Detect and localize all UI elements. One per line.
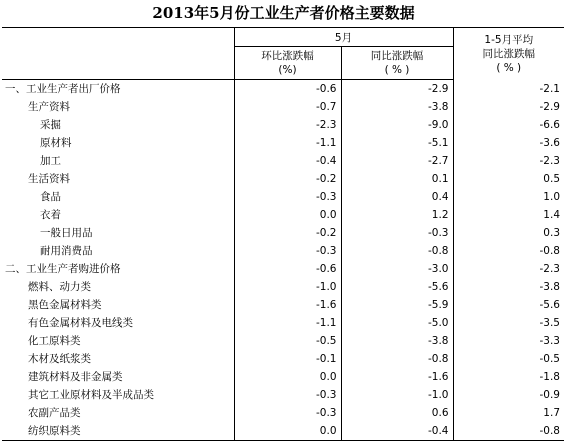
- avg-yoy-value: -5.6: [453, 296, 564, 314]
- yoy-value: -2.9: [341, 80, 453, 99]
- table-row: [2, 404, 564, 422]
- table-row: [2, 224, 564, 242]
- mom-value: -0.2: [234, 224, 341, 242]
- row-label: 燃料、动力类: [28, 281, 91, 293]
- table-row: [2, 314, 564, 332]
- mom-value: -1.1: [234, 314, 341, 332]
- yoy-value: 1.2: [341, 206, 453, 224]
- mom-value: -0.7: [234, 98, 341, 116]
- mom-value: -0.3: [234, 386, 341, 404]
- avg-yoy-value: -2.9: [453, 98, 564, 116]
- row-label: 衣着: [40, 209, 61, 221]
- avg-yoy-value: -3.5: [453, 314, 564, 332]
- row-label: 耐用消费品: [40, 245, 93, 257]
- yoy-value: 0.4: [341, 188, 453, 206]
- avg-yoy-value: -3.8: [453, 278, 564, 296]
- header-mom-label: 环比涨跌幅: [261, 50, 314, 62]
- yoy-value: -0.4: [341, 422, 453, 441]
- mom-value: -0.4: [234, 152, 341, 170]
- avg-yoy-value: -6.6: [453, 116, 564, 134]
- avg-yoy-value: -3.3: [453, 332, 564, 350]
- row-label: 一、工业生产者出厂价格: [5, 83, 121, 95]
- table-row: [2, 350, 564, 368]
- row-label: 木材及纸浆类: [28, 353, 91, 365]
- row-label: 化工原料类: [28, 335, 81, 347]
- table-row: [2, 296, 564, 314]
- table-row: [2, 80, 564, 99]
- table-row: [2, 278, 564, 296]
- table-row: [2, 206, 564, 224]
- mom-value: -2.3: [234, 116, 341, 134]
- row-label: 黑色金属材料类: [28, 299, 102, 311]
- mom-value: 0.0: [234, 368, 341, 386]
- row-label: 有色金属材料及电线类: [28, 317, 133, 329]
- avg-yoy-value: -1.8: [453, 368, 564, 386]
- table-row: [2, 242, 564, 260]
- avg-yoy-value: 1.7: [453, 404, 564, 422]
- yoy-value: -1.0: [341, 386, 453, 404]
- avg-yoy-value: -3.6: [453, 134, 564, 152]
- mom-value: -0.5: [234, 332, 341, 350]
- mom-value: 0.0: [234, 422, 341, 441]
- row-label: 二、工业生产者购进价格: [5, 263, 121, 275]
- avg-yoy-value: -0.9: [453, 386, 564, 404]
- avg-yoy-value: 0.3: [453, 224, 564, 242]
- header-avg-line1: 1-5月平均: [484, 33, 534, 46]
- mom-value: 0.0: [234, 206, 341, 224]
- mom-value: -1.6: [234, 296, 341, 314]
- yoy-value: -2.7: [341, 152, 453, 170]
- table-row: [2, 188, 564, 206]
- page-title: 2013年5月份工业生产者价格主要数据: [152, 4, 415, 22]
- price-data-table: [2, 27, 564, 441]
- table-row: [2, 170, 564, 188]
- yoy-value: -0.3: [341, 224, 453, 242]
- table-row: [2, 332, 564, 350]
- row-label: 食品: [40, 191, 61, 203]
- table-row: [2, 152, 564, 170]
- header-yoy: [341, 47, 453, 80]
- yoy-value: -1.6: [341, 368, 453, 386]
- yoy-value: -0.8: [341, 350, 453, 368]
- row-label: 原材料: [40, 137, 72, 149]
- yoy-value: -5.6: [341, 278, 453, 296]
- avg-yoy-value: 0.5: [453, 170, 564, 188]
- mom-value: -0.1: [234, 350, 341, 368]
- yoy-value: -3.0: [341, 260, 453, 278]
- table-header: [2, 28, 564, 80]
- header-mom: [234, 47, 341, 80]
- mom-value: -0.6: [234, 260, 341, 278]
- row-label: 生活资料: [28, 173, 70, 185]
- mom-value: -1.1: [234, 134, 341, 152]
- header-month-group: 5月: [234, 28, 453, 47]
- table-row: [2, 116, 564, 134]
- table-row: [2, 386, 564, 404]
- mom-value: -1.0: [234, 278, 341, 296]
- yoy-value: 0.6: [341, 404, 453, 422]
- row-label: 其它工业原材料及半成品类: [28, 389, 154, 401]
- header-avg-line2: 同比涨跌幅: [482, 47, 535, 60]
- yoy-value: -3.8: [341, 332, 453, 350]
- table-body: [2, 80, 564, 441]
- table-row: [2, 422, 564, 441]
- yoy-value: -3.8: [341, 98, 453, 116]
- row-label: 生产资料: [28, 101, 70, 113]
- avg-yoy-value: 1.0: [453, 188, 564, 206]
- table-row: [2, 368, 564, 386]
- yoy-value: -0.8: [341, 242, 453, 260]
- yoy-value: -5.0: [341, 314, 453, 332]
- header-yoy-unit: ( % ): [384, 64, 410, 76]
- mom-value: -0.3: [234, 188, 341, 206]
- avg-yoy-value: -0.8: [453, 422, 564, 441]
- header-yoy-label: 同比涨跌幅: [370, 50, 424, 62]
- row-label: 纺织原料类: [28, 425, 81, 437]
- row-label: 采掘: [40, 119, 61, 131]
- avg-yoy-value: -0.8: [453, 242, 564, 260]
- header-mom-unit: (%): [278, 64, 297, 76]
- yoy-value: 0.1: [341, 170, 453, 188]
- row-label: 加工: [40, 155, 61, 167]
- row-label: 一般日用品: [40, 227, 93, 239]
- yoy-value: -5.1: [341, 134, 453, 152]
- mom-value: -0.3: [234, 404, 341, 422]
- avg-yoy-value: 1.4: [453, 206, 564, 224]
- table-row: [2, 134, 564, 152]
- yoy-value: -9.0: [341, 116, 453, 134]
- header-avg-yoy: [453, 28, 564, 80]
- avg-yoy-value: -2.1: [453, 80, 564, 99]
- yoy-value: -5.9: [341, 296, 453, 314]
- avg-yoy-value: -2.3: [453, 152, 564, 170]
- row-label: 建筑材料及非金属类: [28, 371, 123, 383]
- table-row: [2, 98, 564, 116]
- header-blank-cell: [2, 28, 234, 80]
- row-label: 农副产品类: [28, 407, 81, 419]
- header-avg-unit: ( % ): [496, 61, 522, 74]
- mom-value: -0.2: [234, 170, 341, 188]
- avg-yoy-value: -2.3: [453, 260, 564, 278]
- table-row: [2, 260, 564, 278]
- avg-yoy-value: -0.5: [453, 350, 564, 368]
- mom-value: -0.6: [234, 80, 341, 99]
- mom-value: -0.3: [234, 242, 341, 260]
